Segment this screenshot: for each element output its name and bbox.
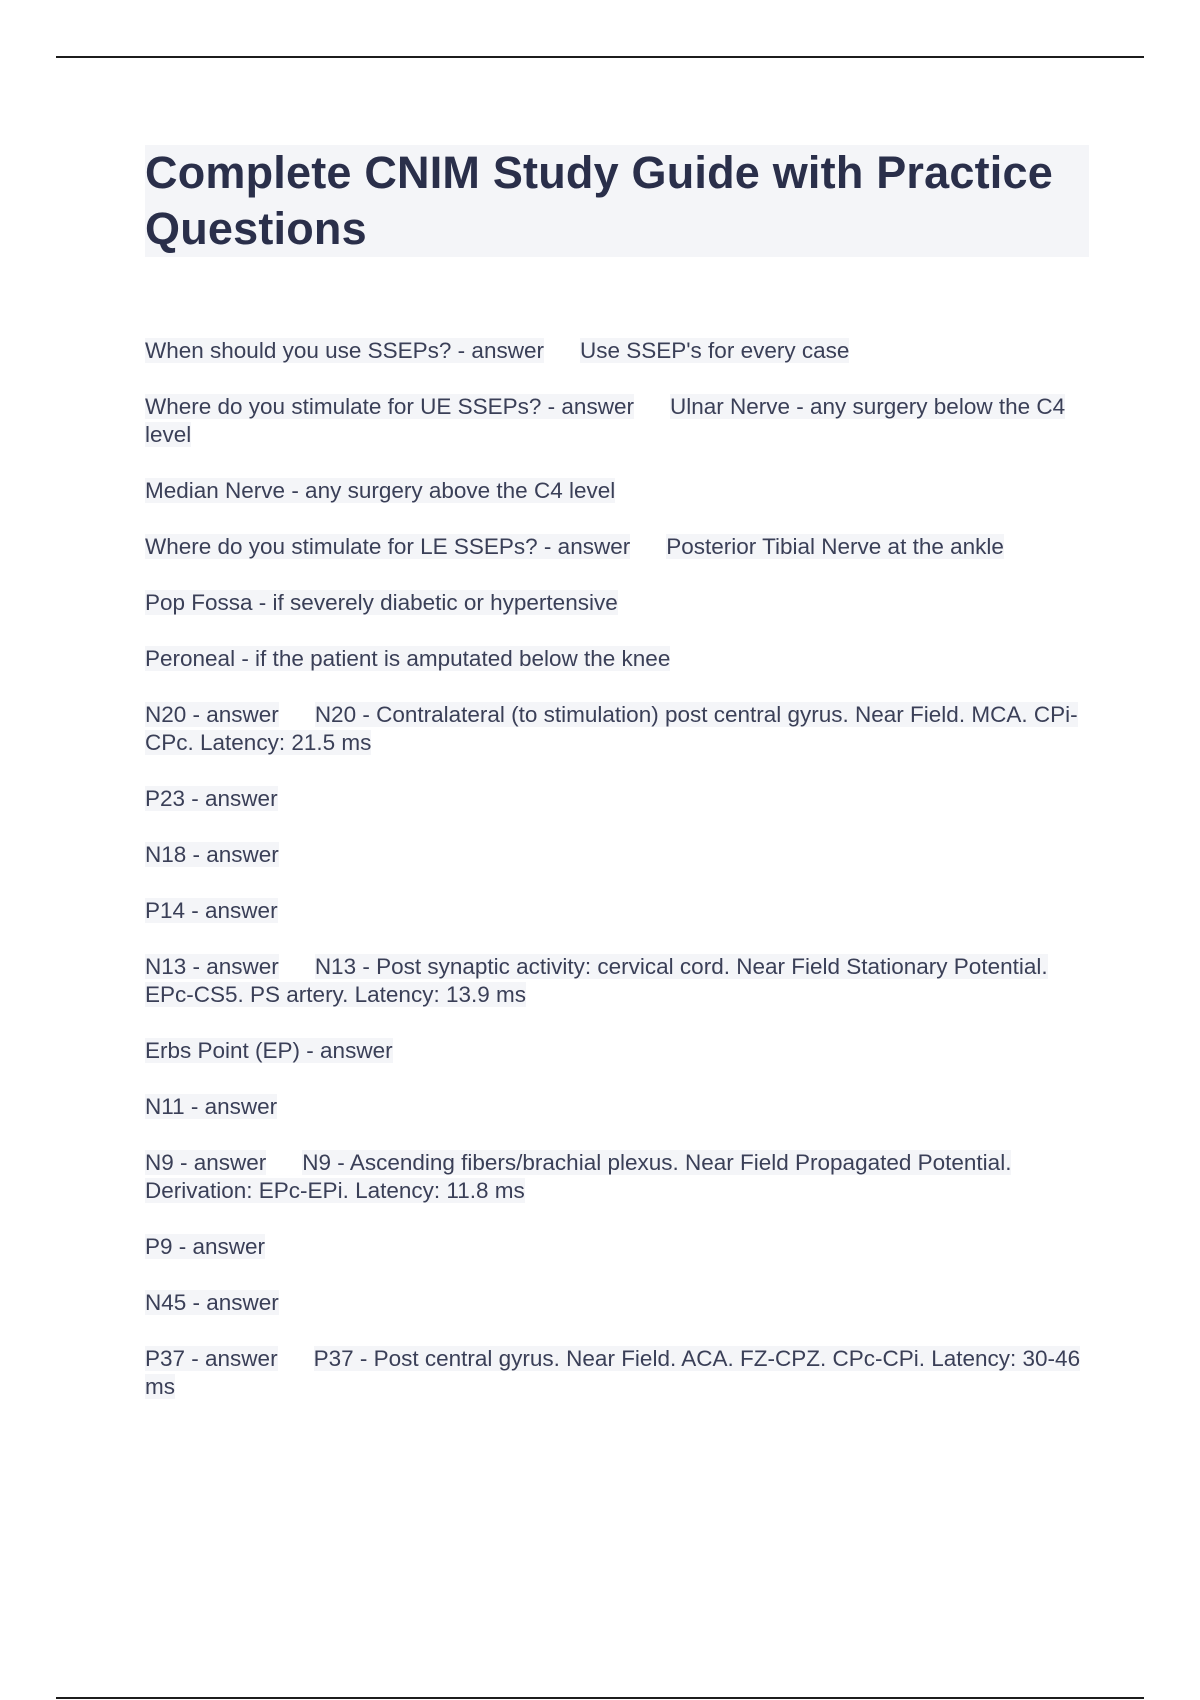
qa-item	[145, 477, 1090, 505]
qa-question: P37 - answer	[145, 1346, 278, 1371]
qa-item	[145, 533, 1090, 561]
qa-item	[145, 1037, 1090, 1065]
qa-answer: N13 - Post synaptic activity: cervical cord. Near Field Stationary Potential. EPc-CS5. PS artery. Latency: 13.9 ms	[145, 954, 1048, 1007]
qa-question: N20 - answer	[145, 702, 279, 727]
title-block	[145, 145, 1089, 257]
qa-answer: P37 - Post central gyrus. Near Field. ACA. FZ-CPZ. CPc-CPi. Latency: 30-46 ms	[145, 1346, 1081, 1399]
qa-answer: N20 - Contralateral (to stimulation) post central gyrus. Near Field. MCA. CPi-CPc. Latency: 21.5 ms	[145, 702, 1078, 755]
qa-answer: N9 - Ascending fibers/brachial plexus. Near Field Propagated Potential. Derivation: EPc-EPi. Latency: 11.8 ms	[145, 1150, 1012, 1203]
qa-question: Erbs Point (EP) - answer	[145, 1038, 393, 1063]
bottom-rule	[56, 1697, 1144, 1699]
qa-question: Peroneal - if the patient is amputated below the knee	[145, 646, 671, 671]
qa-question: Where do you stimulate for LE SSEPs? - answer	[145, 534, 631, 559]
qa-question: N18 - answer	[145, 842, 279, 867]
qa-item	[145, 1345, 1090, 1401]
qa-item	[145, 645, 1090, 673]
qa-question: P9 - answer	[145, 1234, 266, 1259]
qa-question: Where do you stimulate for UE SSEPs? - answer	[145, 394, 634, 419]
qa-item	[145, 1233, 1090, 1261]
qa-item	[145, 1149, 1090, 1205]
qa-answer: Ulnar Nerve - any surgery below the C4 level	[145, 394, 1066, 447]
document-title: Complete CNIM Study Guide with Practice Questions	[145, 147, 1053, 254]
qa-question: P14 - answer	[145, 898, 278, 923]
qa-question: P23 - answer	[145, 786, 278, 811]
qa-item	[145, 589, 1090, 617]
top-rule	[56, 56, 1144, 58]
qa-item	[145, 393, 1090, 449]
qa-question: When should you use SSEPs? - answer	[145, 338, 544, 363]
qa-item	[145, 953, 1090, 1009]
qa-question: Pop Fossa - if severely diabetic or hypertensive	[145, 590, 618, 615]
qa-question: N9 - answer	[145, 1150, 267, 1175]
qa-question: Median Nerve - any surgery above the C4 level	[145, 478, 616, 503]
qa-question: N13 - answer	[145, 954, 279, 979]
qa-item	[145, 785, 1090, 813]
qa-item	[145, 1289, 1090, 1317]
qa-answer: Use SSEP's for every case	[579, 338, 850, 363]
qa-list	[145, 337, 1090, 1429]
qa-question: N45 - answer	[145, 1290, 279, 1315]
qa-item	[145, 897, 1090, 925]
qa-item	[145, 1093, 1090, 1121]
qa-question: N11 - answer	[145, 1094, 278, 1119]
qa-item	[145, 337, 1090, 365]
qa-item	[145, 701, 1090, 757]
qa-answer: Posterior Tibial Nerve at the ankle	[666, 534, 1004, 559]
qa-item	[145, 841, 1090, 869]
